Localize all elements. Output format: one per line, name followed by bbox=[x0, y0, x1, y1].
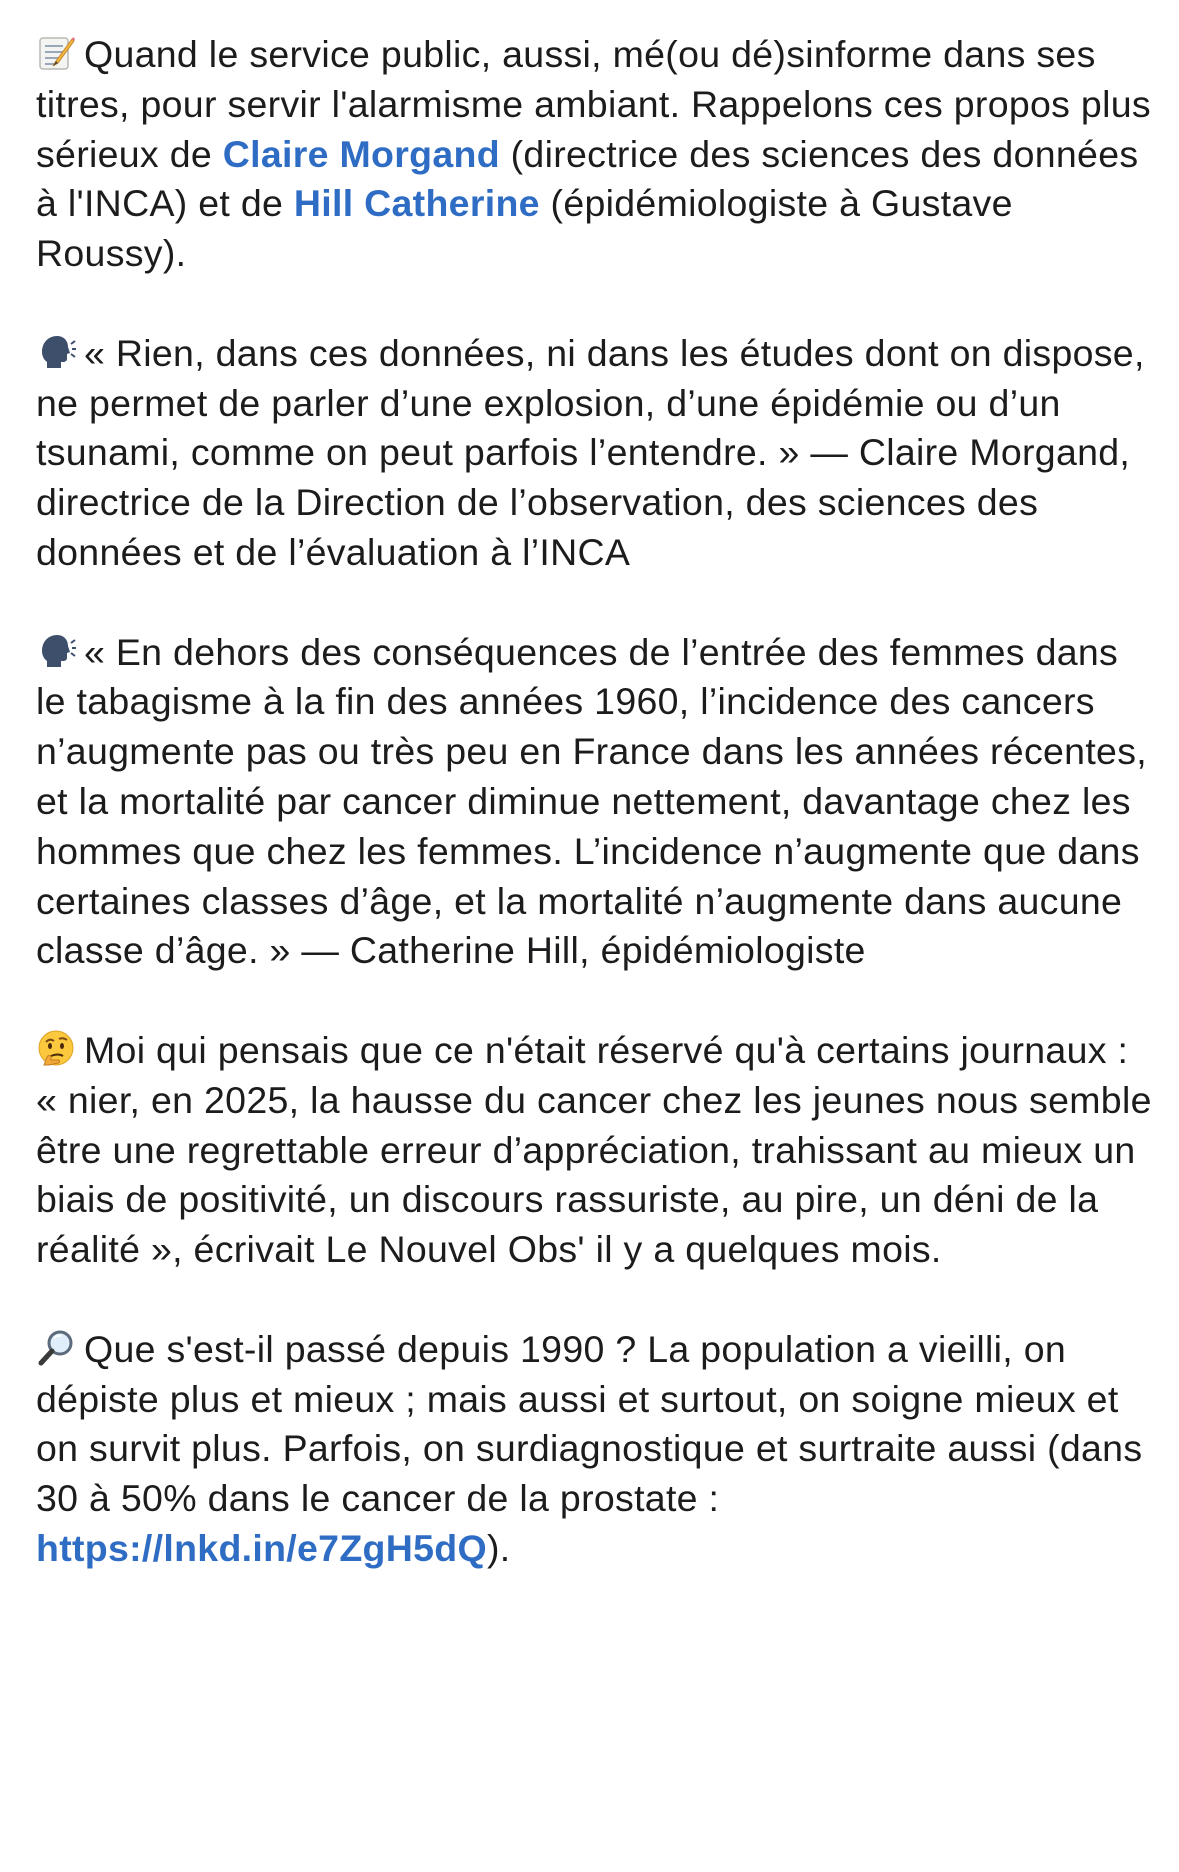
magnifying-glass-icon bbox=[36, 1328, 76, 1368]
intro-text-c: (épidémiologiste à Gustave Roussy). bbox=[36, 182, 1013, 275]
quote-morgand-text: « Rien, dans ces données, ni dans les études dont on dispose, ne permet de parler d’une explosion, d’une épidémie ou d’un tsunami, comme on peut parfois l’entendre. » — Claire Morgand, directrice de la Direction de l’observation, des sciences des données et de l’évaluation à l’INCA bbox=[36, 331, 1145, 573]
mention-claire-morgand[interactable]: Claire Morgand bbox=[222, 132, 500, 175]
mention-hill-catherine[interactable]: Hill Catherine bbox=[293, 182, 540, 225]
paragraph-quote-morgand bbox=[36, 329, 1154, 578]
intro-text-b: (directrice des sciences des données à l'INCA) et de bbox=[36, 132, 1139, 225]
paragraph-intro bbox=[36, 30, 1154, 279]
memo-icon bbox=[36, 33, 76, 73]
speaking-head-icon bbox=[36, 332, 76, 372]
paragraph-since-1990 bbox=[36, 1325, 1154, 1574]
intro-text-a: Quand le service public, aussi, mé(ou dé)sinforme dans ses titres, pour servir l'alarmisme ambiant. Rappelons ces propos plus sérieux de bbox=[36, 33, 1151, 175]
thinking-face-icon bbox=[36, 1029, 76, 1069]
nouvel-obs-text: Moi qui pensais que ce n'était réservé qu'à certains journaux : « nier, en 2025, la hausse du cancer chez les jeunes nous semble être une regrettable erreur d’appréciation, trahissant au mieux un biais de positivité, un discours rassuriste, au pire, un déni de la réalité », écrivait Le Nouvel Obs' il y a quelques mois. bbox=[36, 1028, 1152, 1271]
paragraph-nouvel-obs bbox=[36, 1026, 1154, 1275]
lnkd-link[interactable]: https://lnkd.in/e7ZgH5dQ bbox=[36, 1526, 487, 1569]
speaking-head-icon bbox=[36, 631, 76, 671]
since-1990-text-b: ). bbox=[486, 1526, 511, 1569]
paragraph-quote-hill bbox=[36, 628, 1154, 977]
quote-hill-text: « En dehors des conséquences de l’entrée des femmes dans le tabagisme à la fin des années 1960, l’incidence des cancers n’augmente pas ou très peu en France dans les années récentes, et la mortalité par cancer diminue nettement, davantage chez les hommes que chez les femmes. L’incidence n’augmente que dans certaines classes d’âge, et la mortalité n’augmente dans aucune classe d’âge. » — Catherine Hill, épidémiologiste bbox=[36, 630, 1147, 972]
since-1990-text-a: Que s'est-il passé depuis 1990 ? La population a vieilli, on dépiste plus et mieux ; mais aussi et surtout, on soigne mieux et on survit plus. Parfois, on surdiagnostique et surtraite aussi (dans 30 à 50% dans le cancer de la prostate : bbox=[36, 1327, 1143, 1520]
post-body bbox=[36, 30, 1154, 1574]
